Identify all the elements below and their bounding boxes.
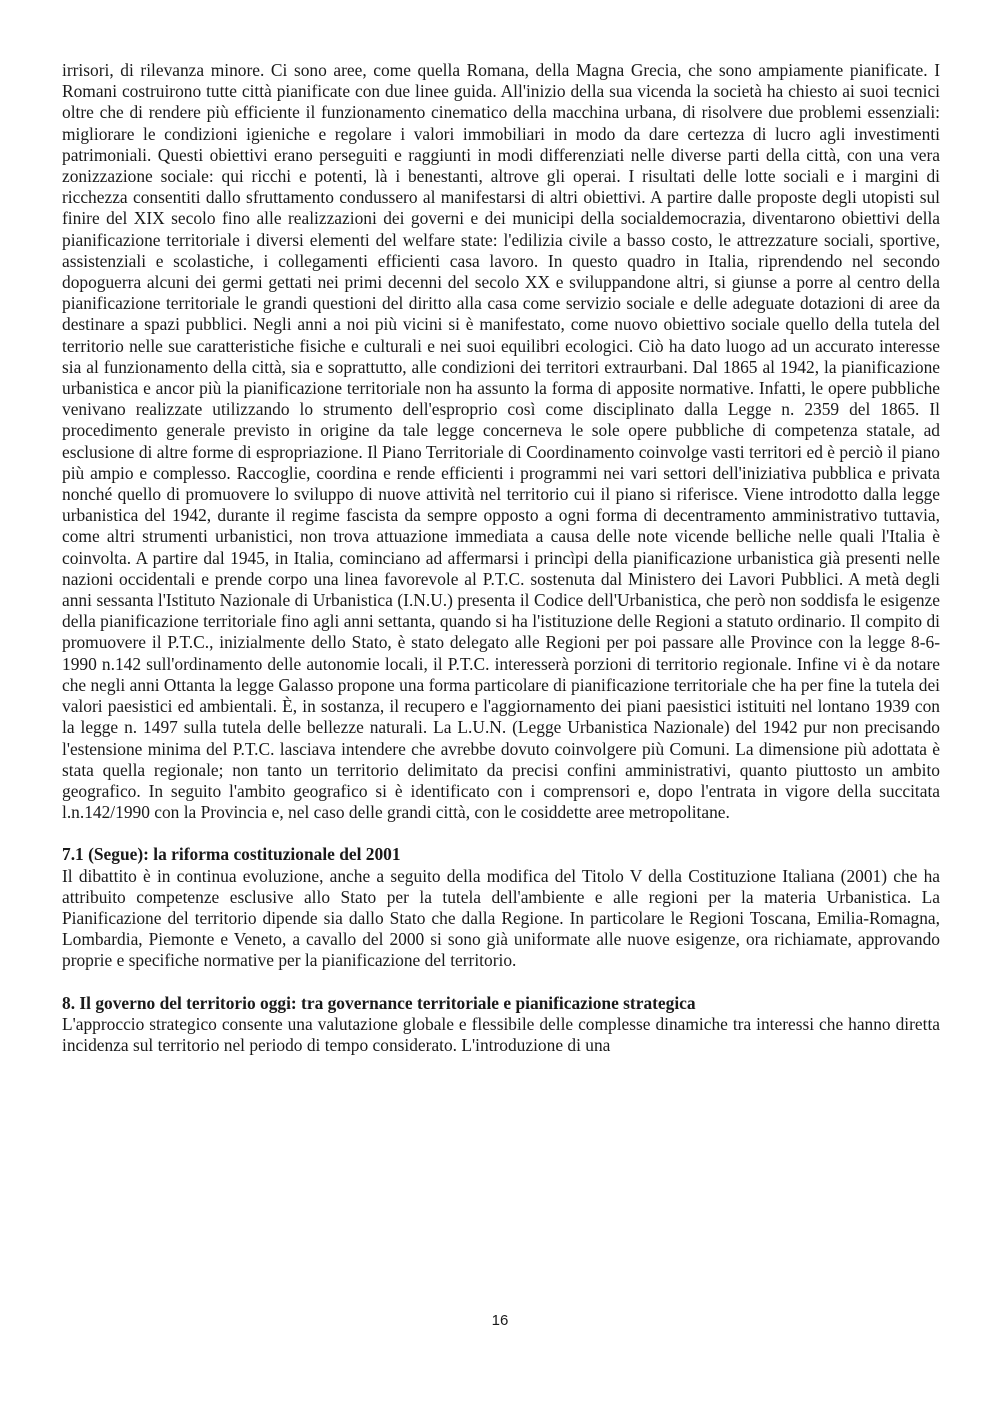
page-number: 16 bbox=[491, 1312, 509, 1329]
document-page bbox=[62, 60, 940, 1056]
spacer bbox=[62, 972, 940, 993]
section-8-heading: 8. Il governo del territorio oggi: tra governance territoriale e pianificazione strategica bbox=[62, 992, 696, 1013]
section-8-paragraph: L'approccio strategico consente una valutazione globale e flessibile delle complesse dinamiche tra interessi che hanno diretta incidenza sul territorio nel periodo di tempo considerato. L'introduzione di una bbox=[62, 1013, 940, 1055]
spacer bbox=[62, 823, 940, 844]
section-7-1-heading: 7.1 (Segue): la riforma costituzionale del 2001 bbox=[62, 844, 401, 865]
intro-paragraph: irrisori, di rilevanza minore. Ci sono aree, come quella Romana, della Magna Grecia, che sono ampiamente pianificate. I Romani costruirono tutte città pianificate con due linee guida. All'inizio della sua vicenda la società ha chiesto ai suoi tecnici oltre che di rendere più efficiente il funzionamento cinematico della macchina urbana, di risolvere due problemi essenziali: migliorare le condizioni igieniche e regolare i valori immobiliari in modo da dare certezza di lucro agli investimenti patrimoniali. Questi obiettivi erano perseguiti e raggiunti in modi differenziati nelle diverse parti della città, con una vera zonizzazione sociale: qui ricchi e potenti, là i benestanti, altrove gli operai. I risultati delle lotte sociali e i margini di ricchezza consentiti dallo sfruttamento condussero al manifestarsi di altri obiettivi. A partire dalle proposte degli utopisti sul finire del XIX secolo fino alle realizzazioni dei governi e dei municipi della socialdemocrazia, diventarono obiettivi della pianificazione territoriale i diversi elementi del welfare state: l'edilizia civile a basso costo, le attrezzature sociali, sportive, assistenziali e scolastiche, i collegamenti efficienti casa lavoro. In questo quadro in Italia, riprendendo nel secondo dopoguerra alcuni dei germi gettati nei primi decenni del secolo XX e sviluppandone altri, si giunse a porre al centro della pianificazione territoriale le grandi questioni del diritto alla casa come servizio sociale e delle adeguate dotazioni di aree da destinare a spazi pubblici. Negli anni a noi più vicini si è manifestato, come nuovo obiettivo sociale quello della tutela del territorio nelle sue caratteristiche fisiche e culturali e nei suoi equilibri ecologici. Ciò ha dato luogo ad un accurato interesse sia al funzionamento della città, sia e soprattutto, alle condizioni dei territori extraurbani. Dal 1865 al 1942, la pianificazione urbanistica e ancor più la pianificazione territoriale non ha assunto la forma di apposite normative. Infatti, le opere pubbliche venivano realizzate utilizzando lo strumento dell'esproprio così come disciplinato dalla Legge n. 2359 del 1865. Il procedimento generale previsto in origine da tale legge concerneva le sole opere pubbliche di competenza statale, ad esclusione di altre forme di espropriazione. Il Piano Territoriale di Coordinamento coinvolge vasti territori ed è perciò il piano più ampio e complesso. Raccoglie, coordina e rende efficienti i programmi nei vari settori dell'iniziativa pubblica e privata nonché quello di promuovere lo sviluppo di nuove attività nel territorio cui il piano si riferisce. Viene introdotto dalla legge urbanistica del 1942, durante il regime fascista da sempre opposto a ogni forma di decentramento amministrativo tuttavia, come altri strumenti urbanistici, non trova attuazione immediata a causa delle note vicende belliche nelle quali l'Italia è coinvolta. A partire dal 1945, in Italia, cominciano ad affermarsi i princìpi della pianificazione urbanistica già presenti nelle nazioni occidentali e prende corpo una linea favorevole al P.T.C. sostenuta dal Ministero dei Lavori Pubblici. A metà degli anni sessanta l'Istituto Nazionale di Urbanistica (I.N.U.) presenta il Codice dell'Urbanistica, che però non soddisfa le esigenze della pianificazione territoriale fino agli anni settanta, quando si ha l'istituzione delle Regioni a statuto ordinario. Il compito di promuovere il P.T.C., inizialmente dello Stato, è stato delegato alle Regioni per poi passare alle Province con la legge 8-6-1990 n.142 sull'ordinamento delle autonomie locali, il P.T.C. interesserà porzioni di territorio regionale. Infine vi è da notare che negli anni Ottanta la legge Galasso propone una forma particolare di pianificazione territoriale che ha per fine la tutela dei valori paesistici ed ambientali. È, in sostanza, il recupero e l'aggiornamento dei piani paesistici istituiti nel lontano 1939 con la legge n. 1497 sulla tutela delle bellezze naturali. La L.U.N. (Legge Urbanistica Nazionale) del 1942 pur non precisando l'estensione minima del P.T.C. lasciava intendere che avrebbe dovuto coinvolgere più Comuni. La dimensione più adottata è stata quella regionale; non tanto un territorio delimitato da precisi confini amministrativi, quanto piuttosto un ambito geografico. In seguito l'ambito geografico si è identificato con i comprensori e, dopo l'entrata in vigore della succitata l.n.142/1990 con la Provincia e, nel caso delle grandi città, con le cosiddette aree metropolitane. bbox=[62, 60, 940, 823]
section-7-1-paragraph: Il dibattito è in continua evoluzione, anche a seguito della modifica del Titolo V della Costituzione Italiana (2001) che ha attribuito competenze esclusive allo Stato per la tutela dell'ambiente e alle regioni per la materia Urbanistica. La Pianificazione del territorio dipende sia dallo Stato che dalla Regione. In particolare le Regioni Toscana, Emilia-Romagna, Lombardia, Piemonte e Veneto, a cavallo del 2000 si sono già uniformate alle nuove esigenze, ora richiamate, approvando proprie e specifiche normative per la pianificazione del territorio. bbox=[62, 865, 940, 971]
